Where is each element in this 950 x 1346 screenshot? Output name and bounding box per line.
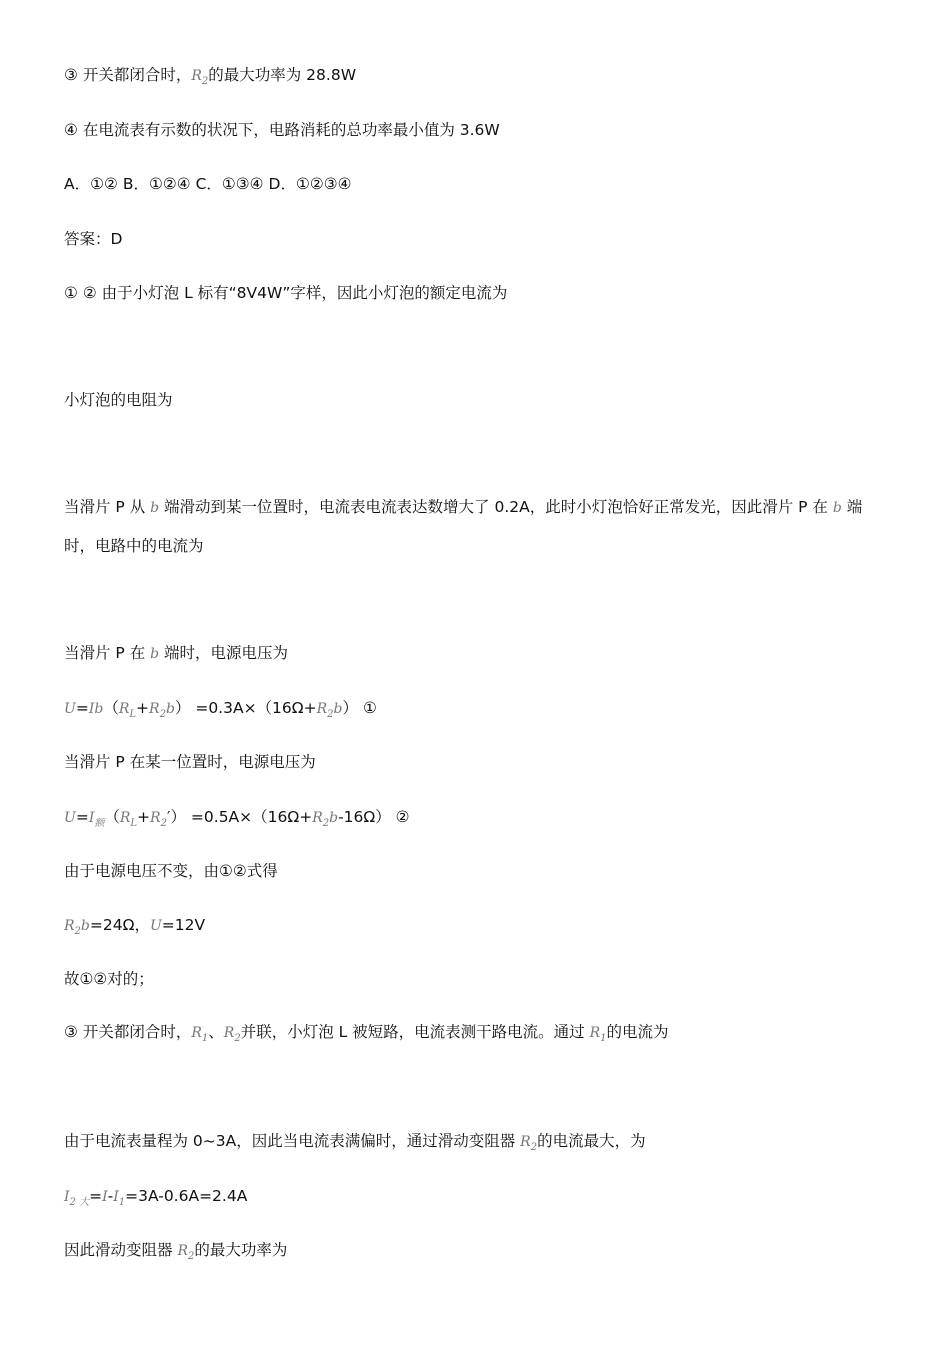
solution-step-2: 小灯泡的电阻为 — [64, 391, 173, 409]
solution-step-3: 当滑片 P 从 b 端滑动到某一位置时，电流表电流表达数增大了 0.2A，此时小灯泡恰好正常发光，因此滑片 P 在 b 端时，电路中的电流为 — [64, 498, 863, 555]
equation-3: $I_{2 大}=I-I_1=3A-0.6A=2.4A$ — [64, 1187, 248, 1208]
text: ③ 开关都闭合时， — [64, 66, 192, 84]
text: 的最大功率为 28.8W — [208, 66, 357, 84]
solution-step-9: 因此滑动变阻器 $R_2$的最大功率为 — [64, 1241, 288, 1262]
solution-step-5: 当滑片 P 在某一位置时，电源电压为 — [64, 753, 316, 771]
solution-step-8: 由于电流表量程为 0~3A，因此当电流表满偏时，通过滑动变阻器 $R_2$的电流最大，为 — [64, 1132, 646, 1153]
equation-1: $U=Ib(R_L+R_2b) =0.3A\times(16\Omega+R_2b)$ ① — [64, 699, 377, 720]
equation-2: $U=I_额(R_L+R_2') =0.5A\times(16\Omega+R_2b-16\Omega)$ ② — [64, 808, 410, 829]
solution-step-6: 由于电源电压不变，由①②式得 — [64, 862, 278, 880]
statement-3 — [64, 64, 356, 93]
equation-result: $R_2b=24\Omega$，U=12V — [64, 916, 206, 937]
conclusion-1: 故①②对的； — [64, 970, 154, 988]
statement-4: ④ 在电流表有示数的状况下，电路消耗的总功率最小值为 3.6W — [64, 121, 500, 139]
answer-line: 答案：D — [64, 230, 123, 248]
var-r: $R_2$ — [191, 68, 209, 87]
solution-step-1: ① ② 由于小灯泡 L 标有“8V4W”字样，因此小灯泡的额定电流为 — [64, 284, 508, 302]
solution-step-7: ③ 开关都闭合时，$R_1$、$R_2$并联，小灯泡 L 被短路，电流表测干路电流。通过 $R_1$的电流为 — [64, 1023, 669, 1044]
solution-step-4: 当滑片 P 在 b 端时，电源电压为 — [64, 644, 289, 662]
answer-options: A．①② B．①②④ C．①③④ D．①②③④ — [64, 175, 352, 193]
